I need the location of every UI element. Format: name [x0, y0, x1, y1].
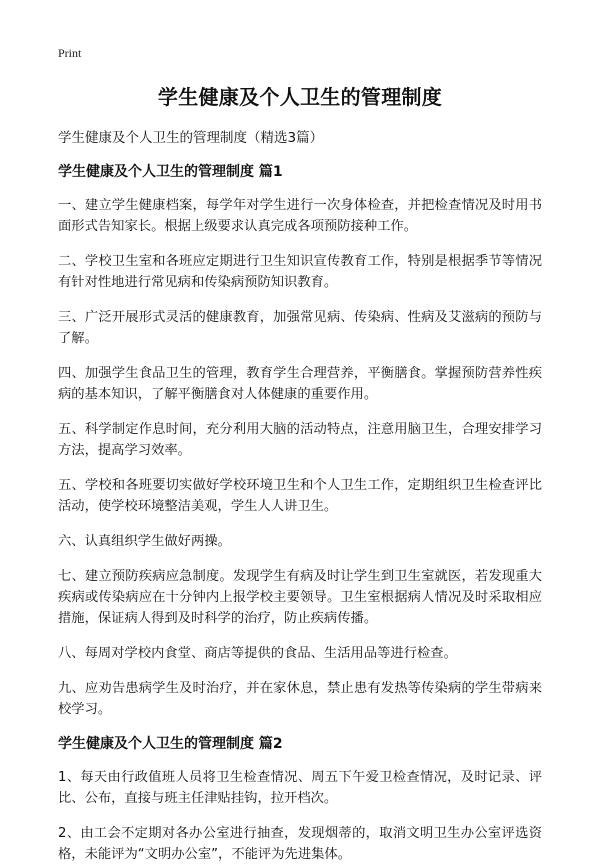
paragraph: 五、学校和各班要切实做好学校环境卫生和个人卫生工作，定期组织卫生检查评比活动，使学校环境整洁美观，学生人人讲卫生。: [58, 478, 542, 514]
section-heading: 学生健康及个人卫生的管理制度 篇1: [58, 164, 283, 180]
paragraph: 九、应劝告患病学生及时治疗，并在家休息，禁止患有发热等传染病的学生带病来校学习。: [58, 681, 542, 717]
paragraph: 八、每周对学校内食堂、商店等提供的食品、生活用品等进行检查。: [58, 646, 457, 661]
paragraph: 三、广泛开展形式灵活的健康教育，加强常见病、传染病、性病及艾滋病的预防与了解。: [58, 310, 542, 346]
paragraph: 一、建立学生健康档案，每学年对学生进行一次身体检查，并把检查情况及时用书面形式告知家长。根据上级要求认真完成各项预防接种工作。: [58, 198, 542, 234]
document-subtitle: 学生健康及个人卫生的管理制度（精选3篇）: [58, 130, 324, 146]
paragraph: 六、认真组织学生做好两操。: [58, 534, 231, 549]
document-title: 学生健康及个人卫生的管理制度: [157, 85, 443, 109]
paragraph: 2、由工会不定期对各办公室进行抽查，发现烟蒂的，取消文明卫生办公室评选资格，未能评为“文明办公室”，不能评为先进集体。: [58, 826, 542, 862]
section-heading: 学生健康及个人卫生的管理制度 篇2: [58, 736, 283, 752]
paragraph: 1、每天由行政值班人员将卫生检查情况、周五下午爱卫检查情况，及时记录、评比、公布，直接与班主任津贴挂钩，拉开档次。: [58, 770, 542, 806]
paragraph: 二、学校卫生室和各班应定期进行卫生知识宣传教育工作，特别是根据季节等情况有针对性地进行常见病和传染病预防知识教育。: [58, 254, 542, 290]
paragraph: 五、科学制定作息时间，充分利用大脑的活动特点，注意用脑卫生，合理安排学习方法，提高学习效率。: [58, 422, 542, 458]
paragraph: 四、加强学生食品卫生的管理，教育学生合理营养，平衡膳食。掌握预防营养性疾病的基本知识，了解平衡膳食对人体健康的重要作用。: [58, 366, 542, 402]
section-1: [58, 162, 542, 720]
paragraph: 七、建立预防疾病应急制度。发现学生有病及时让学生到卫生室就医，若发现重大疾病或传染病应在十分钟内上报学校主要领导。卫生室根据病人情况及时采取相应措施，保证病人得到及时科学的治疗，防止疾病传播。: [58, 569, 542, 626]
print-label: Print: [58, 46, 82, 60]
section-2: [58, 734, 542, 865]
